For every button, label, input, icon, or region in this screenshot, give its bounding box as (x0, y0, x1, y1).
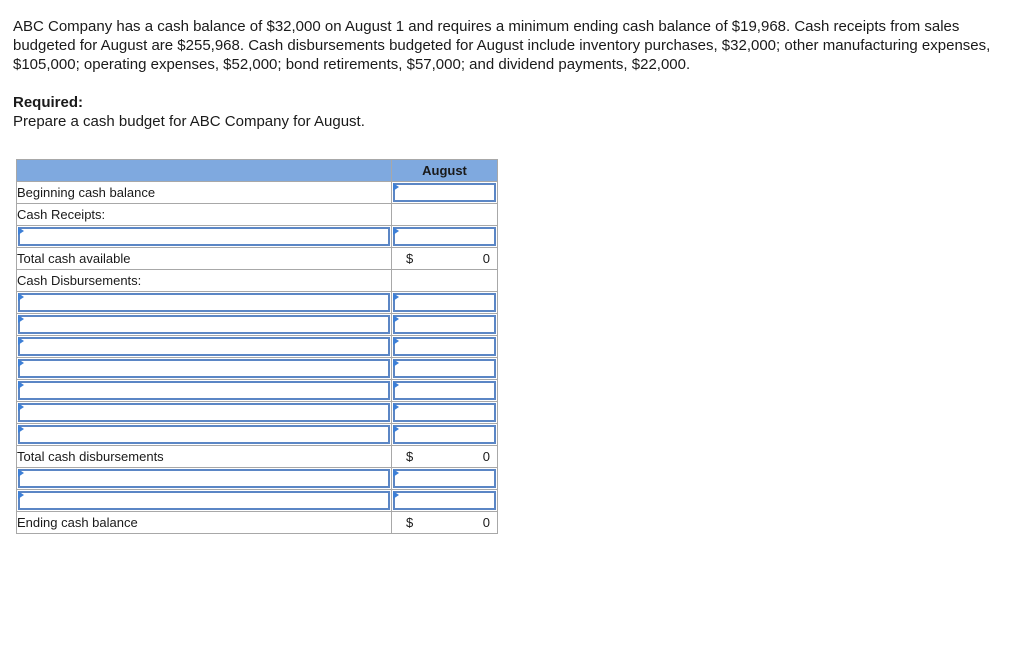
row-total-cash-disbursements (17, 446, 498, 468)
row-receipt-entry (17, 226, 498, 248)
total-cash-available-label: Total cash available (17, 248, 392, 270)
disbursement-description-input[interactable] (17, 336, 392, 358)
input-field[interactable] (393, 227, 496, 246)
input-field[interactable] (393, 381, 496, 400)
input-field[interactable] (393, 359, 496, 378)
input-field[interactable] (18, 469, 390, 488)
header-blank-cell (17, 160, 392, 182)
disbursement-amount-input[interactable] (392, 314, 498, 336)
dropdown-flag-icon (18, 491, 24, 499)
input-flag-icon (393, 425, 399, 433)
row-disbursement-entry-3 (17, 336, 498, 358)
disbursement-description-input[interactable] (17, 380, 392, 402)
input-field[interactable] (18, 315, 390, 334)
dropdown-flag-icon (18, 381, 24, 389)
ending-cash-balance-value (392, 512, 498, 534)
input-field[interactable] (18, 491, 390, 510)
input-field[interactable] (393, 425, 496, 444)
input-field[interactable] (393, 315, 496, 334)
input-field[interactable] (18, 359, 390, 378)
row-cash-receipts-heading (17, 204, 498, 226)
disbursement-description-input[interactable] (17, 402, 392, 424)
row-total-cash-available (17, 248, 498, 270)
receipt-description-input[interactable] (17, 226, 392, 248)
dropdown-flag-icon (18, 227, 24, 235)
dropdown-flag-icon (18, 337, 24, 345)
disbursement-amount-input[interactable] (392, 424, 498, 446)
input-field[interactable] (393, 403, 496, 422)
input-field[interactable] (393, 469, 496, 488)
cash-receipts-label: Cash Receipts: (17, 204, 392, 226)
cash-disbursements-label: Cash Disbursements: (17, 270, 392, 292)
row-disbursement-entry-6 (17, 402, 498, 424)
blank-cell (392, 270, 498, 292)
input-field[interactable] (18, 227, 390, 246)
disbursement-amount-input[interactable] (392, 292, 498, 314)
input-field[interactable] (18, 381, 390, 400)
row-ending-cash-balance (17, 512, 498, 534)
input-flag-icon (393, 469, 399, 477)
required-instruction: Prepare a cash budget for ABC Company for August. (13, 113, 365, 130)
row-disbursement-entry-1 (17, 292, 498, 314)
disbursement-amount-input[interactable] (392, 402, 498, 424)
input-flag-icon (393, 359, 399, 367)
dropdown-flag-icon (18, 425, 24, 433)
disbursement-amount-input[interactable] (392, 358, 498, 380)
row-extra-entry-1 (17, 468, 498, 490)
dropdown-flag-icon (18, 403, 24, 411)
currency-symbol: $ (406, 251, 414, 266)
currency-symbol: $ (406, 449, 414, 464)
total-cash-disbursements-value (392, 446, 498, 468)
cash-budget-table (16, 159, 498, 534)
input-flag-icon (393, 227, 399, 235)
amount-value: 0 (482, 449, 490, 464)
currency-symbol: $ (406, 515, 414, 530)
disbursement-description-input[interactable] (17, 314, 392, 336)
row-disbursement-entry-4 (17, 358, 498, 380)
input-field[interactable] (18, 403, 390, 422)
problem-statement: ABC Company has a cash balance of $32,000 on August 1 and requires a minimum ending cash balance of $19,968. Cash receipts from sales budgeted for August are $255,968. Cash disbursements budgeted for August include inventory purchases, $32,000; other manufacturing expenses, $105,000; operating expenses, $52,000; bond retirements, $57,000; and dividend payments, $22,000. (13, 18, 991, 73)
blank-cell (392, 204, 498, 226)
dropdown-flag-icon (18, 469, 24, 477)
extra-amount-input[interactable] (392, 468, 498, 490)
table-header-row (17, 160, 498, 182)
amount-value: 0 (482, 515, 490, 530)
extra-description-input[interactable] (17, 490, 392, 512)
input-field[interactable] (393, 337, 496, 356)
input-flag-icon (393, 381, 399, 389)
input-field[interactable] (18, 425, 390, 444)
disbursement-description-input[interactable] (17, 424, 392, 446)
row-disbursement-entry-5 (17, 380, 498, 402)
disbursement-amount-input[interactable] (392, 336, 498, 358)
required-heading: Required: (13, 94, 84, 111)
row-extra-entry-2 (17, 490, 498, 512)
row-disbursement-entry-7 (17, 424, 498, 446)
dropdown-flag-icon (18, 293, 24, 301)
total-cash-available-value (392, 248, 498, 270)
amount-value: 0 (482, 251, 490, 266)
input-flag-icon (393, 491, 399, 499)
input-field[interactable] (18, 293, 390, 312)
input-flag-icon (393, 183, 399, 191)
row-beginning-cash (17, 182, 498, 204)
disbursement-description-input[interactable] (17, 358, 392, 380)
ending-cash-balance-label: Ending cash balance (17, 512, 392, 534)
input-field[interactable] (393, 183, 496, 202)
disbursement-description-input[interactable] (17, 292, 392, 314)
dropdown-flag-icon (18, 359, 24, 367)
input-field[interactable] (393, 491, 496, 510)
input-flag-icon (393, 337, 399, 345)
extra-description-input[interactable] (17, 468, 392, 490)
receipt-amount-input[interactable] (392, 226, 498, 248)
input-flag-icon (393, 403, 399, 411)
input-field[interactable] (18, 337, 390, 356)
column-header-august: August (392, 160, 498, 182)
input-flag-icon (393, 315, 399, 323)
disbursement-amount-input[interactable] (392, 380, 498, 402)
row-cash-disbursements-heading (17, 270, 498, 292)
beginning-cash-label: Beginning cash balance (17, 182, 392, 204)
dropdown-flag-icon (18, 315, 24, 323)
row-disbursement-entry-2 (17, 314, 498, 336)
input-field[interactable] (393, 293, 496, 312)
input-flag-icon (393, 293, 399, 301)
total-cash-disbursements-label: Total cash disbursements (17, 446, 392, 468)
beginning-cash-input[interactable] (392, 182, 498, 204)
extra-amount-input[interactable] (392, 490, 498, 512)
